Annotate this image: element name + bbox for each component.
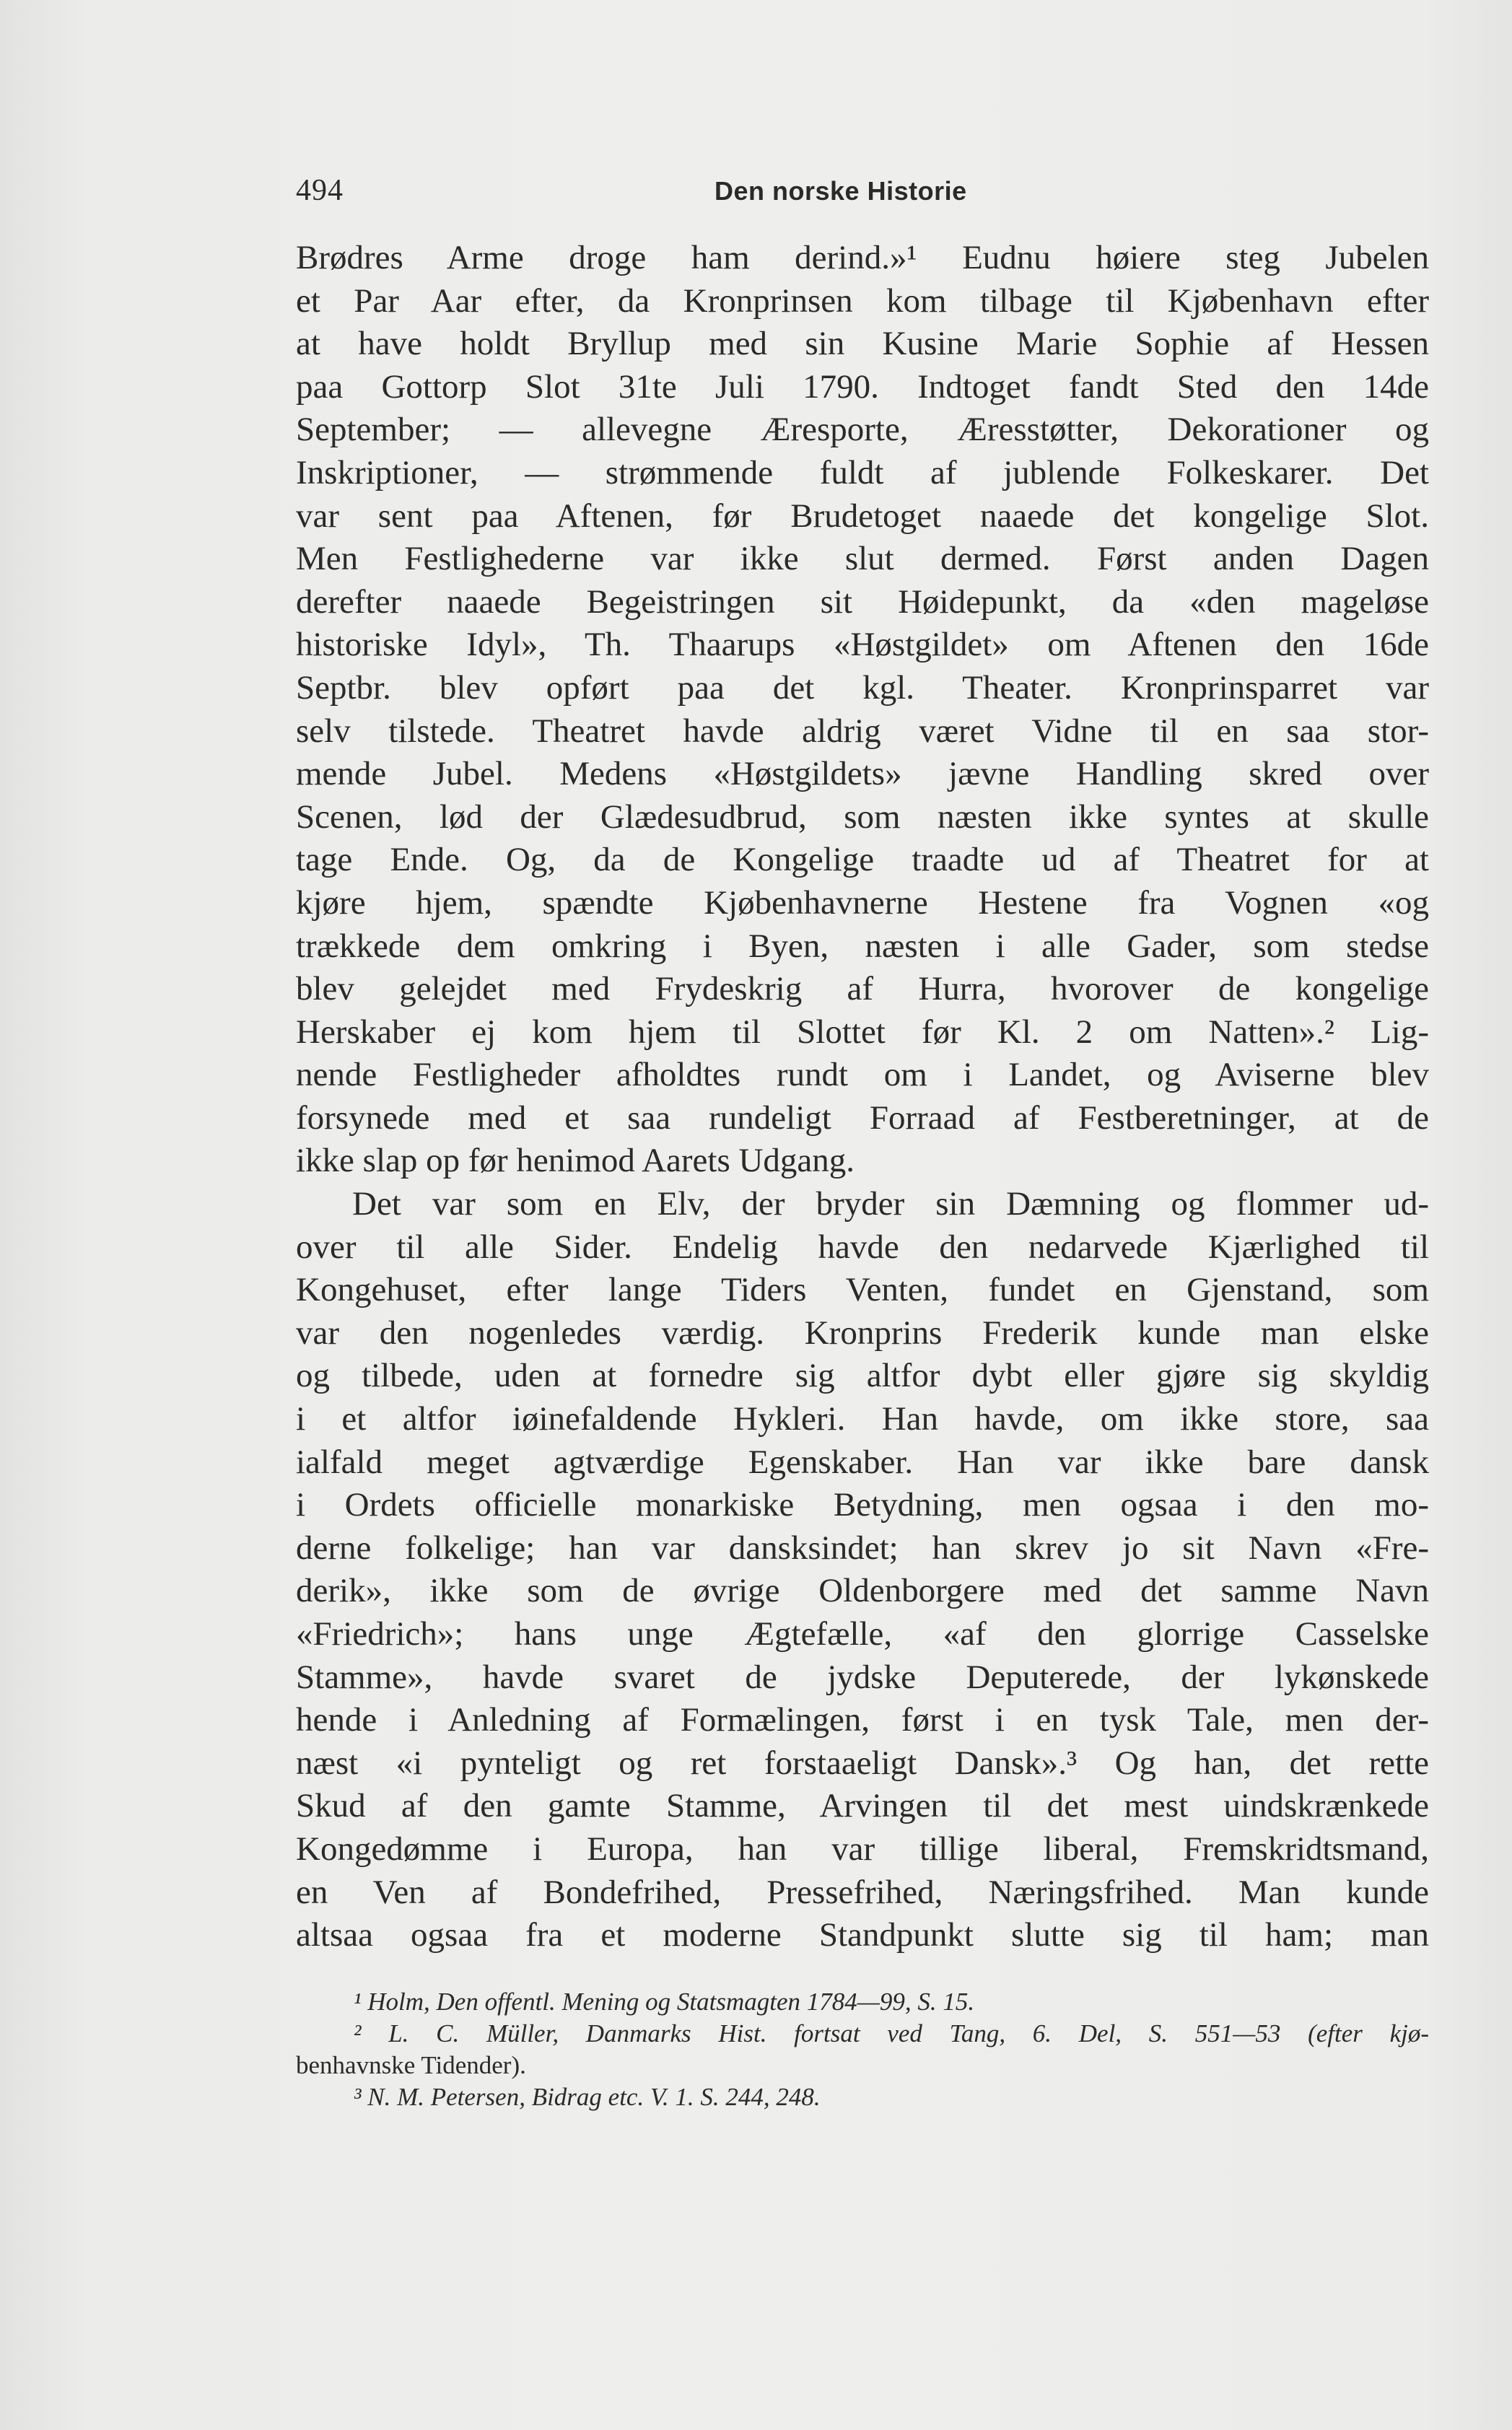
text-line: derne folkelige; han var dansksindet; han skrev jo sit Navn «Fre-	[296, 1529, 1429, 1567]
text-line: kjøre hjem, spændte Kjøbenhavnerne Hestene fra Vognen «og	[296, 883, 1429, 922]
text-line: selv tilstede. Theatret havde aldrig været Vidne til en saa stor-	[296, 712, 1429, 750]
text-line: Men Festlighederne var ikke slut dermed. Først anden Dagen	[296, 540, 1429, 578]
running-title: Den norske Historie	[715, 176, 967, 206]
text-line: tage Ende. Og, da de Kongelige traadte ud af Theatret for at	[296, 841, 1429, 879]
text-line: Herskaber ej kom hjem til Slottet før Kl. 2 om Natten».² Lig-	[296, 1013, 1429, 1051]
text-line: Brødres Arme droge ham derind.»¹ Eudnu høiere steg Jubelen	[296, 239, 1429, 276]
text-line: derefter naaede Begeistringen sit Høidepunkt, da «den mageløse	[296, 582, 1429, 621]
text-line: næst «i pynteligt og ret forstaaeligt Dansk».³ Og han, det rette	[296, 1744, 1429, 1782]
text-line: et Par Aar efter, da Kronprinsen kom tilbage til Kjøbenhavn efter	[296, 281, 1429, 320]
footnote-3: ³ N. M. Petersen, Bidrag etc. V. 1. S. 244, 248.	[354, 2083, 821, 2111]
text-line: forsynede med et saa rundeligt Forraad af Festberetninger, at de	[296, 1098, 1429, 1137]
text-line: Septbr. blev opført paa det kgl. Theater. Kronprinsparret var	[296, 668, 1429, 707]
text-line: en Ven af Bondefrihed, Pressefrihed, Næringsfrihed. Man kunde	[296, 1873, 1429, 1911]
text-line: at have holdt Bryllup med sin Kusine Marie Sophie af Hessen	[296, 325, 1429, 363]
text-line: i et altfor iøinefaldende Hykleri. Han havde, om ikke store, saa	[296, 1400, 1429, 1438]
text-line: Skud af den gamte Stamme, Arvingen til det mest uindskrænkede	[296, 1787, 1429, 1825]
text-line: hende i Anledning af Formælingen, først i en tysk Tale, men der-	[296, 1701, 1429, 1739]
text-line: ialfald meget agtværdige Egenskaber. Han var ikke bare dansk	[296, 1443, 1429, 1481]
text-line: mende Jubel. Medens «Høstgildets» jævne Handling skred over	[296, 755, 1429, 793]
text-line: Kongedømme i Europa, han var tillige liberal, Fremskridtsmand,	[296, 1830, 1429, 1868]
text-line: «Friedrich»; hans unge Ægtefælle, «af den glorrige Casselske	[296, 1615, 1429, 1653]
text-line: Scenen, lød der Glædesudbrud, som næsten ikke syntes at skulle	[296, 797, 1429, 836]
footnotes	[296, 1986, 1429, 2113]
page-number: 494	[296, 174, 344, 207]
text-line: i Ordets officielle monarkiske Betydning, men ogsaa i den mo-	[296, 1486, 1429, 1524]
paragraph-start: Det var som en Elv, der bryder sin Dæmning og flommer ud-	[352, 1185, 1429, 1223]
text-line: ikke slap op før henimod Aarets Udgang.	[296, 1142, 855, 1180]
text-line: trækkede dem omkring i Byen, næsten i alle Gader, som stedse	[296, 927, 1429, 965]
text-line: nende Festligheder afholdtes rundt om i Landet, og Aviserne blev	[296, 1056, 1429, 1094]
text-line: derik», ikke som de øvrige Oldenborgere med det samme Navn	[296, 1572, 1429, 1610]
text-line: var den nogenledes værdig. Kronprins Frederik kunde man elske	[296, 1314, 1429, 1352]
text-line: var sent paa Aftenen, før Brudetoget naaede det kongelige Slot.	[296, 497, 1429, 535]
page-header	[296, 173, 1429, 217]
body-text	[296, 237, 1429, 1957]
text-line: over til alle Sider. Endelig havde den nedarvede Kjærlighed til	[296, 1228, 1429, 1266]
text-line: Inskriptioner, — strømmende fuldt af jublende Folkeskarer. Det	[296, 453, 1429, 491]
text-line: historiske Idyl», Th. Thaarups «Høstgildet» om Aftenen den 16de	[296, 626, 1429, 664]
footnote-2-continuation: benhavnske Tidender).	[296, 2051, 526, 2079]
text-line: September; — allevegne Æresporte, Æresstøtter, Dekorationer og	[296, 411, 1429, 449]
text-line: Kongehuset, efter lange Tiders Venten, fundet en Gjenstand, som	[296, 1271, 1429, 1309]
text-line: altsaa ogsaa fra et moderne Standpunkt slutte sig til ham; man	[296, 1916, 1429, 1954]
footnote-1: ¹ Holm, Den offentl. Mening og Statsmagten 1784—99, S. 15.	[354, 1988, 975, 2016]
text-line: blev gelejdet med Frydeskrig af Hurra, hvorover de kongelige	[296, 970, 1429, 1008]
text-line: paa Gottorp Slot 31te Juli 1790. Indtoget fandt Sted den 14de	[296, 367, 1429, 406]
text-line: og tilbede, uden at fornedre sig altfor dybt eller gjøre sig skyldig	[296, 1357, 1429, 1395]
footnote-2: ² L. C. Müller, Danmarks Hist. fortsat ved Tang, 6. Del, S. 551—53 (efter kjø-	[354, 2019, 1429, 2047]
text-line: Stamme», havde svaret de jydske Deputerede, der lykønskede	[296, 1658, 1429, 1696]
